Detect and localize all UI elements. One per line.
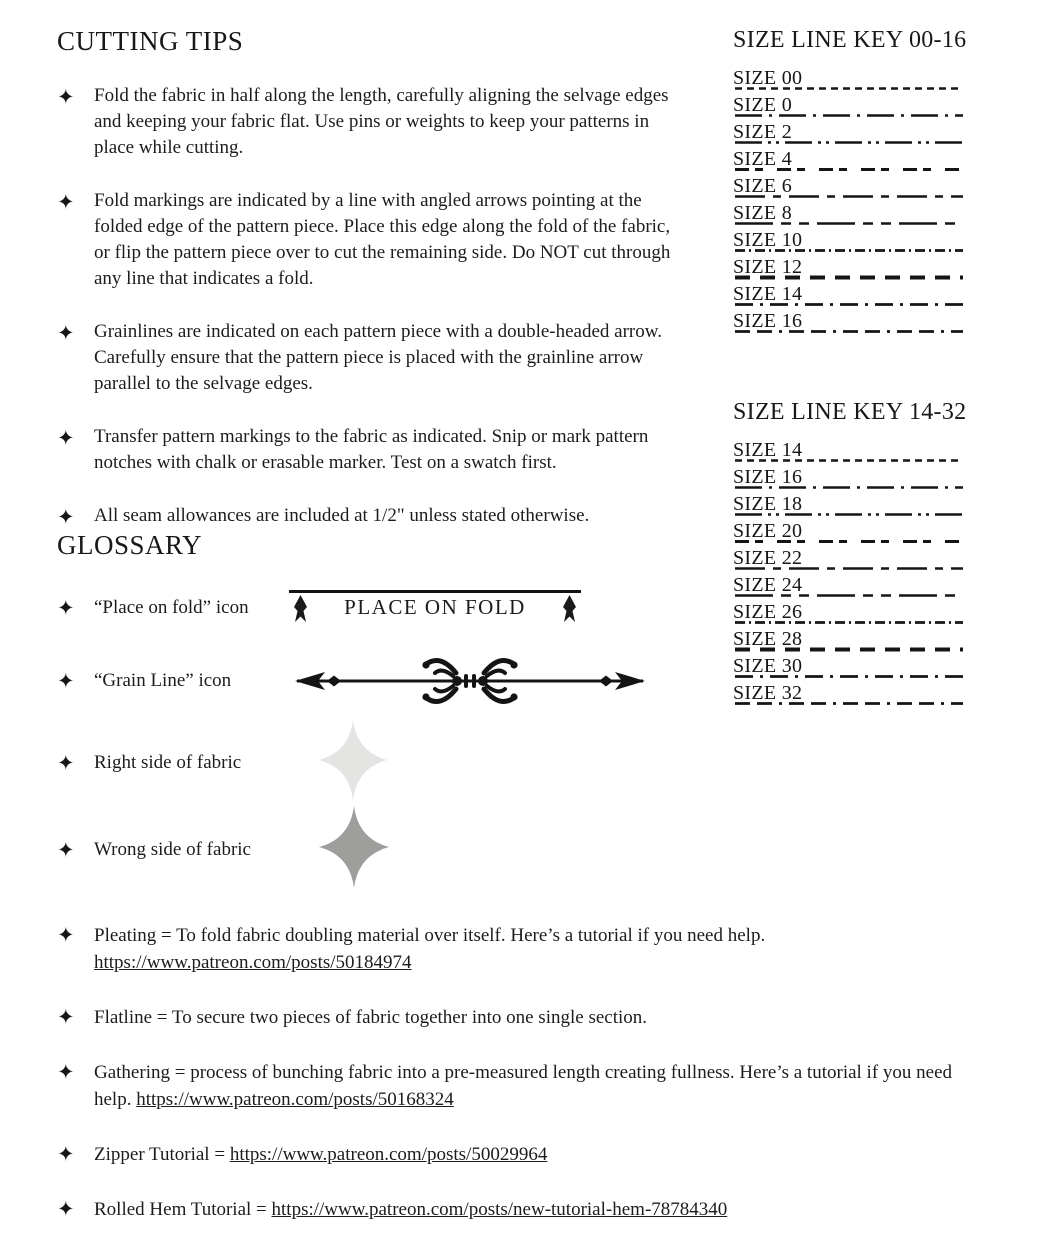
wrong-side-fabric-star-icon — [319, 805, 389, 889]
definition-text: Rolled Hem Tutorial = — [94, 1199, 272, 1220]
size-label: SIZE 00 — [733, 67, 803, 89]
cutting-tips-title: CUTTING TIPS — [57, 26, 244, 56]
glossary-item-label: “Grain Line” icon — [94, 670, 232, 691]
size-key-row — [733, 228, 989, 255]
size-label: SIZE 16 — [733, 310, 803, 332]
size-key-row — [733, 282, 989, 309]
size-key-row — [733, 93, 989, 120]
size-label: SIZE 26 — [733, 601, 803, 623]
grain-line-icon — [289, 652, 651, 710]
four-pointed-star-bullet-icon: ✦ — [57, 837, 75, 862]
glossary-item-label: Wrong side of fabric — [94, 838, 251, 860]
size-key-row — [733, 201, 989, 228]
cutting-tip-item — [57, 424, 705, 476]
glossary-item-label: “Place on fold” icon — [94, 597, 249, 618]
size-label: SIZE 4 — [733, 148, 793, 170]
place-on-fold-icon — [289, 590, 581, 626]
size-label: SIZE 32 — [733, 682, 803, 704]
size-label: SIZE 2 — [733, 121, 793, 143]
size-key-row — [733, 519, 989, 546]
size-key-row — [733, 66, 989, 93]
tutorial-link[interactable]: https://www.patreon.com/posts/50168324 — [136, 1089, 454, 1110]
definition-text: Flatline = To secure two pieces of fabric together into one single section. — [94, 1007, 648, 1028]
glossary-item-wrong-side — [57, 805, 705, 894]
size-label: SIZE 22 — [733, 547, 803, 569]
glossary-item-grain-line — [57, 652, 705, 710]
right-side-fabric-star-icon — [319, 720, 387, 800]
size-key-row — [733, 573, 989, 600]
tutorial-link[interactable]: https://www.patreon.com/posts/50184974 — [94, 952, 412, 973]
size-key-row — [733, 681, 989, 708]
size-label: SIZE 16 — [733, 466, 803, 488]
size-key-2-list — [733, 438, 989, 708]
tutorial-link[interactable]: https://www.patreon.com/posts/new-tutorial-hem-78784340 — [271, 1199, 728, 1220]
cutting-tips-list — [57, 83, 705, 530]
size-key-1-title: SIZE LINE KEY 00-16 — [733, 27, 967, 53]
cutting-tip-item — [57, 188, 705, 292]
size-label: SIZE 14 — [733, 283, 803, 305]
glossary-definitions — [57, 922, 989, 1223]
four-pointed-star-bullet-icon: ✦ — [57, 923, 75, 947]
four-pointed-star-bullet-icon: ✦ — [57, 1142, 75, 1166]
size-label: SIZE 30 — [733, 655, 803, 677]
size-key-1-list — [733, 66, 989, 336]
four-pointed-star-bullet-icon: ✦ — [57, 596, 75, 620]
glossary-item-place-on-fold — [57, 590, 705, 626]
size-key-row — [733, 438, 989, 465]
four-pointed-star-bullet-icon: ✦ — [57, 1197, 75, 1221]
size-key-2-title: SIZE LINE KEY 14-32 — [733, 399, 967, 425]
glossary-definition — [57, 922, 989, 976]
glossary-item-label: Right side of fabric — [94, 751, 242, 773]
glossary-definition — [57, 1196, 989, 1223]
size-key-row — [733, 174, 989, 201]
four-pointed-star-bullet-icon: ✦ — [57, 321, 75, 345]
four-pointed-star-bullet-icon: ✦ — [57, 669, 75, 693]
glossary-definition — [57, 1141, 989, 1168]
size-key-row — [733, 627, 989, 654]
cutting-tip-text: Fold the fabric in half along the length, carefully aligning the selvage edges and keeping your fabric flat. Use pins or weights to keep your patterns in place while cutting. — [94, 85, 669, 158]
definition-text: Zipper Tutorial = — [94, 1144, 230, 1165]
size-key-row — [733, 120, 989, 147]
cutting-tip-text: Grainlines are indicated on each pattern piece with a double-headed arrow. Carefully ensure that the pattern piece is placed with the grainline arrow parallel to the selvage edges. — [94, 321, 662, 394]
size-label: SIZE 0 — [733, 94, 793, 116]
four-pointed-star-bullet-icon: ✦ — [57, 505, 75, 529]
tutorial-link[interactable]: https://www.patreon.com/posts/50029964 — [229, 1144, 548, 1165]
size-line-key-2 — [733, 398, 989, 708]
cutting-tip-item — [57, 319, 705, 397]
cutting-tip-text: Transfer pattern markings to the fabric as indicated. Snip or mark pattern notches with chalk or erasable marker. Test on a swatch first. — [94, 426, 649, 473]
size-label: SIZE 8 — [733, 202, 793, 224]
glossary-title: GLOSSARY — [57, 530, 203, 560]
size-key-row — [733, 492, 989, 519]
size-label: SIZE 18 — [733, 493, 803, 515]
size-key-row — [733, 255, 989, 282]
cutting-tip-text: Fold markings are indicated by a line with angled arrows pointing at the folded edge of the pattern piece. Place this edge along the fold of the fabric, or flip the pattern piece over to cut the remaining side. Do NOT cut through any line that indicates a fold. — [94, 190, 671, 289]
cutting-tip-item — [57, 83, 705, 161]
size-key-row — [733, 546, 989, 573]
place-on-fold-text: PLACE ON FOLD — [344, 595, 526, 619]
size-label: SIZE 6 — [733, 175, 793, 197]
size-label: SIZE 28 — [733, 628, 803, 650]
two-column-area — [57, 26, 989, 894]
size-label: SIZE 10 — [733, 229, 803, 251]
four-pointed-star-bullet-icon: ✦ — [57, 190, 75, 214]
glossary-definition — [57, 1004, 989, 1031]
size-label: SIZE 24 — [733, 574, 803, 596]
definition-text: Gathering = process of bunching fabric into a pre-measured length creating fullness. Here’s a tutorial if you need help. — [94, 1062, 953, 1110]
four-pointed-star-bullet-icon: ✦ — [57, 85, 75, 109]
four-pointed-star-bullet-icon: ✦ — [57, 750, 75, 775]
glossary-item-right-side — [57, 720, 705, 805]
four-pointed-star-bullet-icon: ✦ — [57, 1060, 75, 1084]
left-column — [57, 26, 705, 894]
size-key-row — [733, 309, 989, 336]
right-column — [733, 26, 989, 708]
size-line-key-1 — [733, 26, 989, 336]
cutting-tip-item — [57, 503, 705, 530]
cutting-tip-text: All seam allowances are included at 1/2" unless stated otherwise. — [94, 505, 590, 526]
size-label: SIZE 12 — [733, 256, 803, 278]
fold-arrow-icon — [291, 595, 310, 626]
definition-text: Pleating = To fold fabric doubling material over itself. Here’s a tutorial if you need help. — [94, 925, 766, 946]
size-label: SIZE 14 — [733, 439, 803, 461]
size-key-row — [733, 654, 989, 681]
size-key-row — [733, 465, 989, 492]
size-key-row — [733, 147, 989, 174]
fold-arrow-icon — [560, 595, 579, 626]
size-label: SIZE 20 — [733, 520, 803, 542]
glossary-definition — [57, 1059, 989, 1113]
size-key-row — [733, 600, 989, 627]
four-pointed-star-bullet-icon: ✦ — [57, 426, 75, 450]
four-pointed-star-bullet-icon: ✦ — [57, 1005, 75, 1029]
